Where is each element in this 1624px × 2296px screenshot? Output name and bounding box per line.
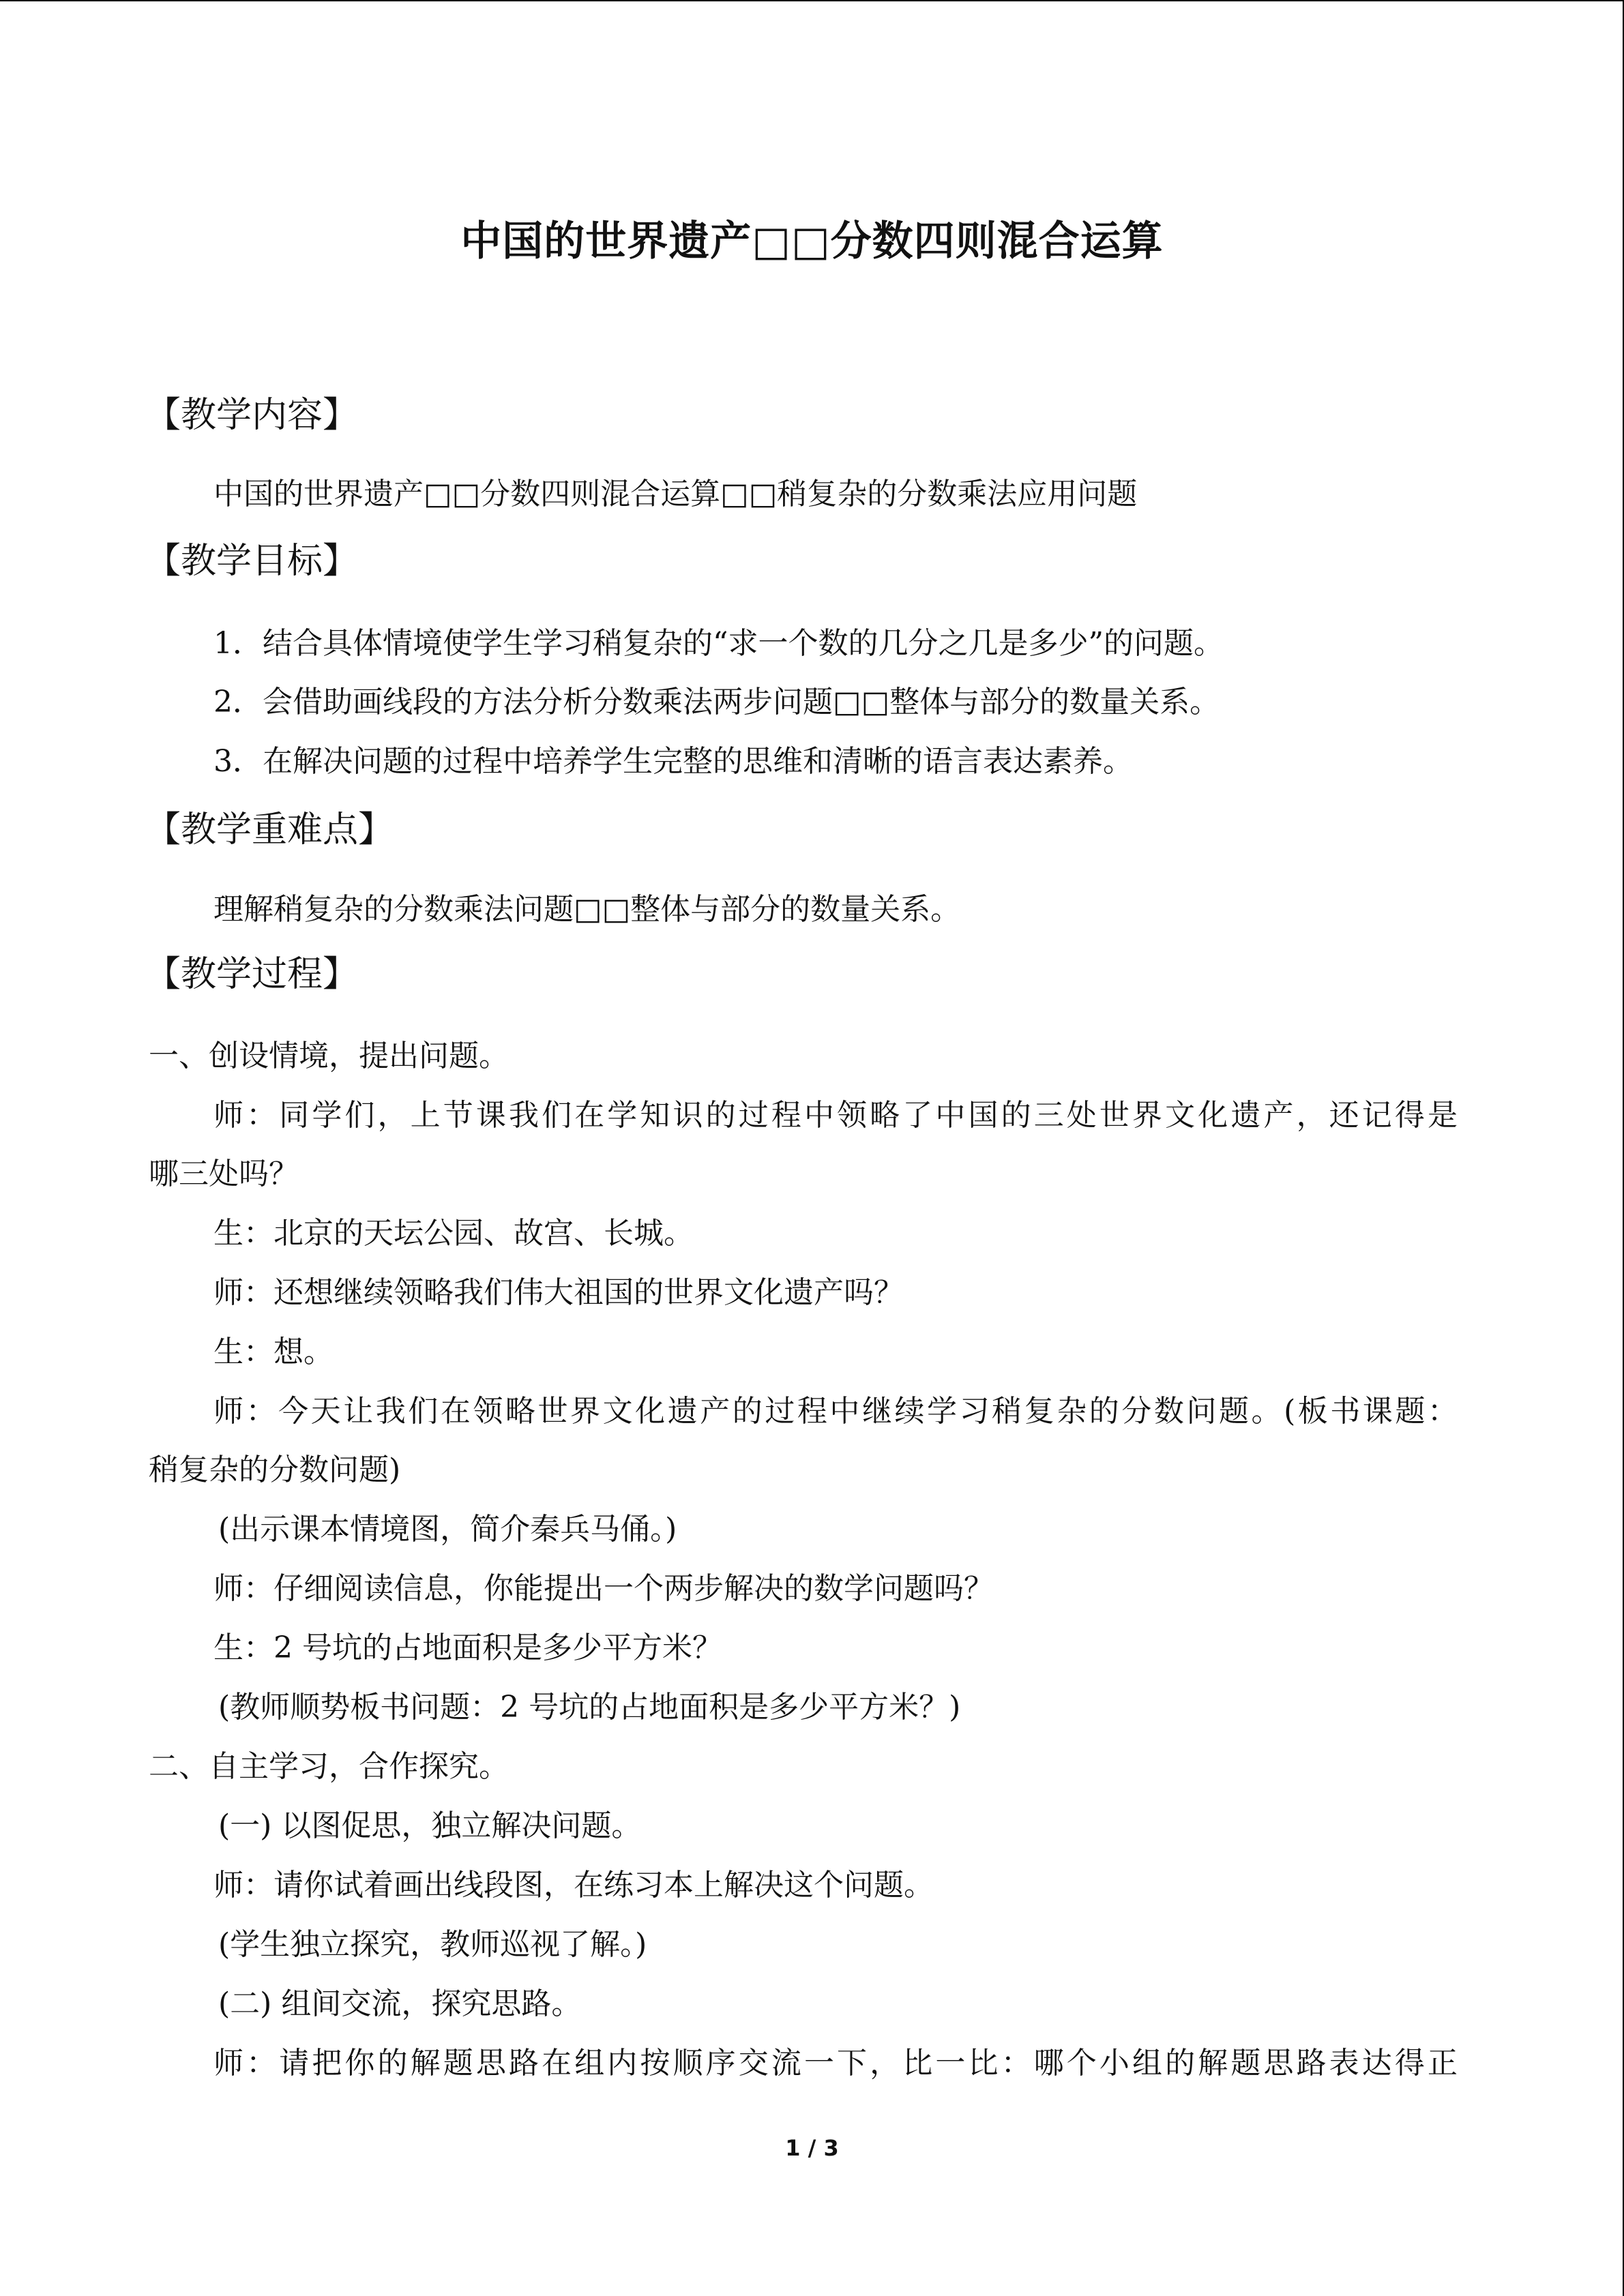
heading-content: 【教学内容】 xyxy=(145,395,359,436)
process-line-1b: 哪三处吗？ xyxy=(149,1157,299,1191)
process-line-8: 生：2 号坑的占地面积是多少平方米？ xyxy=(213,1630,722,1665)
process-line-1a: 师：同学们，上节课我们在学知识的过程中领略了中国的三处世界文化遗产，还记得是 xyxy=(213,1098,1458,1133)
process-line-6: (出示课本情境图，简介秦兵马俑。) xyxy=(218,1512,677,1547)
process-sub-1: (一) 以图促思，独立解决问题。 xyxy=(218,1808,642,1843)
process-line-2: 生：北京的天坛公园、故宫、长城。 xyxy=(213,1216,694,1251)
process-sub-2: (二) 组间交流，探究思路。 xyxy=(218,1986,582,2021)
heading-goals: 【教学目标】 xyxy=(145,541,359,582)
process-line-5a: 师：今天让我们在领略世界文化遗产的过程中继续学习稍复杂的分数问题。(板书课题： xyxy=(213,1394,1458,1429)
process-line-12: 师：请把你的解题思路在组内按顺序交流一下，比一比：哪个小组的解题思路表达得正 xyxy=(213,2046,1458,2081)
goal-item-3: 3．在解决问题的过程中培养学生完整的思维和清晰的语言表达素养。 xyxy=(213,744,1133,779)
page-number: 1 / 3 xyxy=(785,2135,839,2161)
process-line-3: 师：还想继续领略我们伟大祖国的世界文化遗产吗？ xyxy=(213,1275,904,1310)
content-text: 中国的世界遗产□□分数四则混合运算□□稍复杂的分数乘法应用问题 xyxy=(213,477,1138,511)
process-step-1: 一、创设情境，提出问题。 xyxy=(149,1039,509,1073)
process-line-4: 生：想。 xyxy=(213,1335,334,1369)
difficulty-text: 理解稍复杂的分数乘法问题□□整体与部分的数量关系。 xyxy=(213,892,961,927)
process-line-7: 师：仔细阅读信息，你能提出一个两步解决的数学问题吗？ xyxy=(213,1571,994,1606)
process-line-5b: 稍复杂的分数问题) xyxy=(149,1452,401,1487)
goal-item-2: 2．会借助画线段的方法分析分数乘法两步问题□□整体与部分的数量关系。 xyxy=(213,685,1220,719)
goal-item-1: 1．结合具体情境使学生学习稍复杂的“求一个数的几分之几是多少”的问题。 xyxy=(213,626,1224,661)
process-line-9: (教师顺势板书问题：2 号坑的占地面积是多少平方米？) xyxy=(218,1690,961,1725)
heading-process: 【教学过程】 xyxy=(145,954,359,995)
heading-difficulty: 【教学重难点】 xyxy=(145,809,394,850)
process-line-10: 师：请你试着画出线段图，在练习本上解决这个问题。 xyxy=(213,1868,934,1903)
process-step-2: 二、自主学习，合作探究。 xyxy=(149,1749,509,1784)
process-line-11: (学生独立探究，教师巡视了解。) xyxy=(218,1927,647,1962)
document-title: 中国的世界遗产□□分数四则混合运算 xyxy=(460,218,1164,265)
